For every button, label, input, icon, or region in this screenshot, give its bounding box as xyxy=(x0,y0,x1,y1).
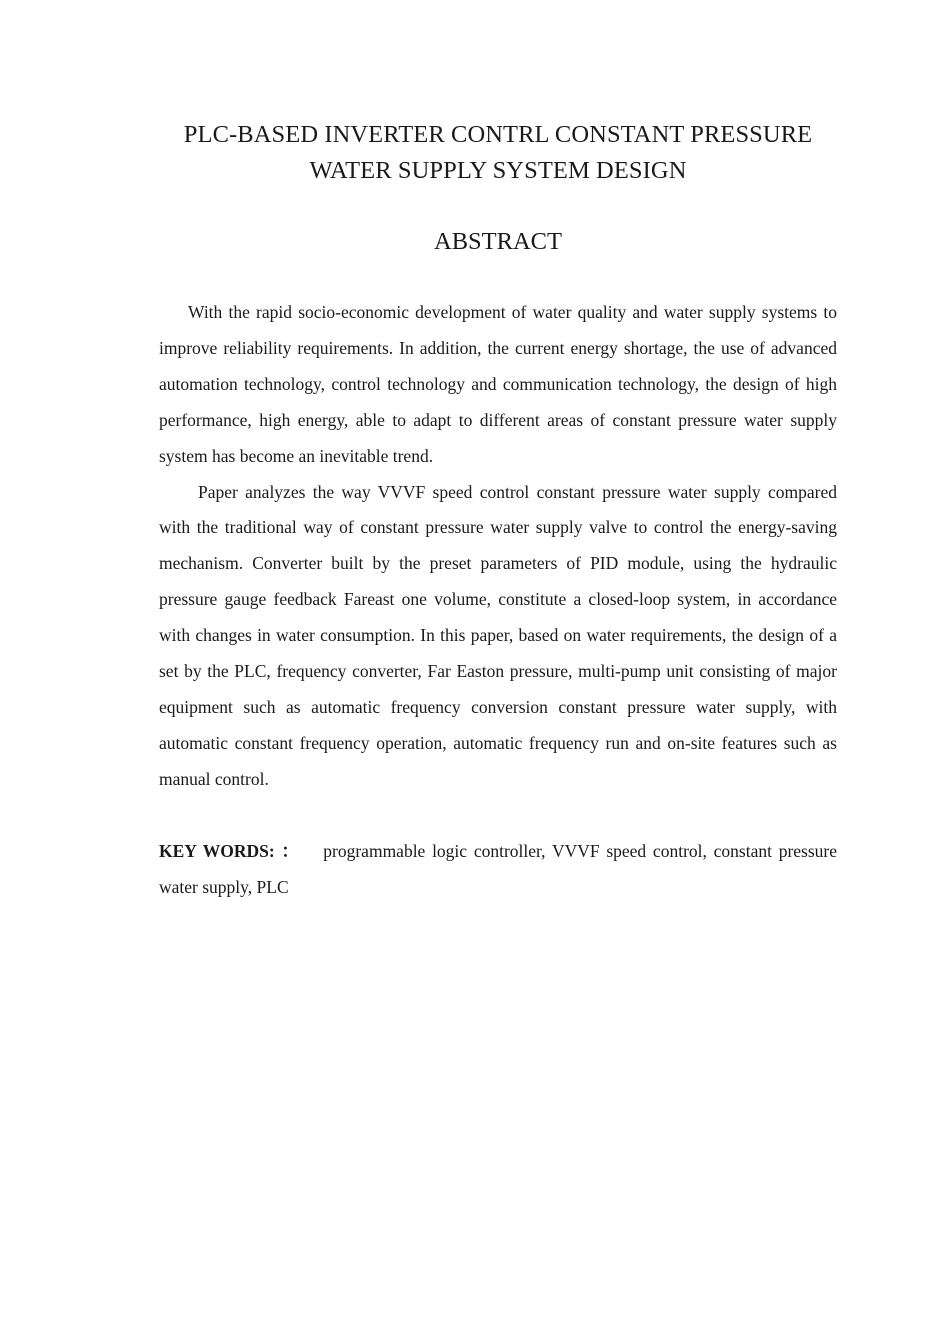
keywords-text: programmable logic controller, VVVF speed control, constant pressure water supply, PLC xyxy=(159,841,838,897)
abstract-heading: ABSTRACT xyxy=(434,228,562,255)
paper-title xyxy=(159,117,837,189)
abstract-body xyxy=(159,295,837,798)
keywords-label: KEY WORDS xyxy=(159,841,269,861)
keywords-section xyxy=(159,834,837,906)
keywords-separator: : ： xyxy=(268,841,302,861)
abstract-paragraph-1: With the rapid socio-economic development of water quality and water supply systems to improve reliability requirements. In addition, the current energy shortage, the use of advanced automation technology, control technology and communication technology, the design of high performance, high energy, able to adapt to different areas of constant pressure water supply system has become an inevitable trend. xyxy=(159,302,837,466)
abstract-paragraph-2: Paper analyzes the way VVVF speed control constant pressure water supply compared with the traditional way of constant pressure water supply valve to control the energy-saving mechanism. Converter built by the preset parameters of PID module, using the hydraulic pressure gauge feedback Fareast one volume, constitute a closed-loop system, in accordance with changes in water consumption. In this paper, based on water requirements, the design of a set by the PLC, frequency converter, Far Easton pressure, multi-pump unit consisting of major equipment such as automatic frequency conversion constant pressure water supply, with automatic constant frequency operation, automatic frequency run and on-site features such as manual control. xyxy=(159,481,837,789)
paper-title-line-2: WATER SUPPLY SYSTEM DESIGN xyxy=(309,157,687,184)
paper-title-line-1: PLC-BASED INVERTER CONTRL CONSTANT PRESSURE xyxy=(183,121,813,148)
